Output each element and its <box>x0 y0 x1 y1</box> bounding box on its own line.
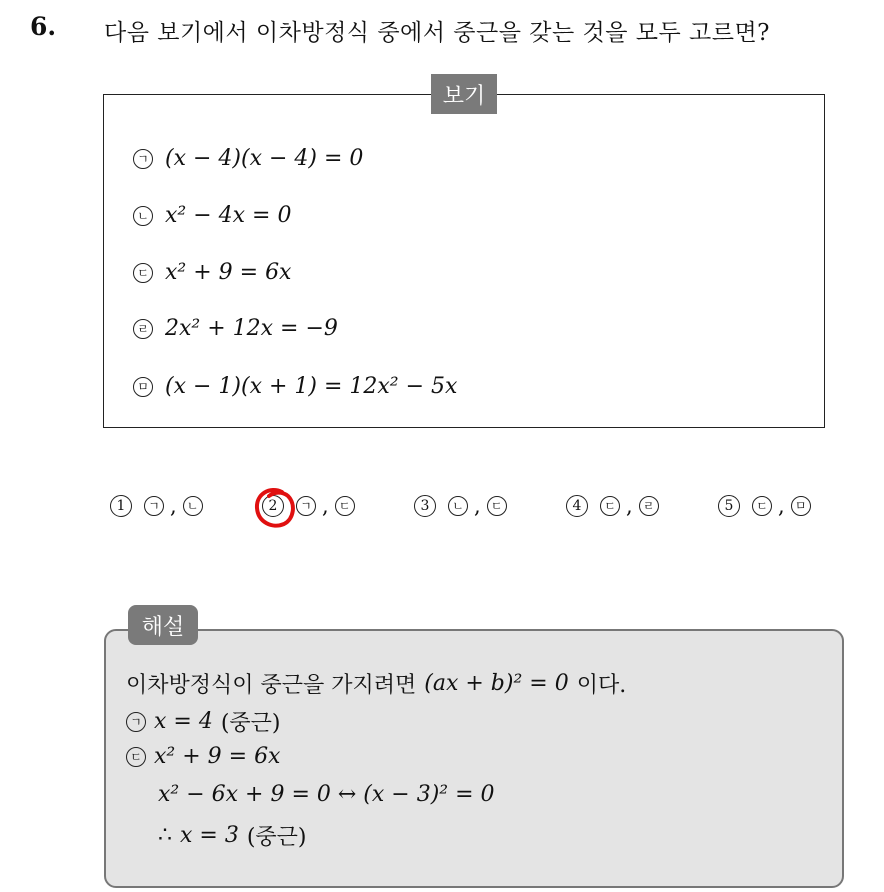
choice-3[interactable]: 3 ㄴ , ㄷ <box>414 494 507 518</box>
explanation-intro-text: 이차방정식이 중근을 가지려면 <box>126 673 417 698</box>
choice-1[interactable]: 1 ㄱ , ㄴ <box>110 494 203 518</box>
bogi-expr-1: (x − 4)(x − 4) = 0 <box>165 146 364 171</box>
choice-5-mark-b: ㅁ <box>791 496 811 516</box>
bogi-item-4 <box>133 316 338 341</box>
choice-1-mark-a: ㄱ <box>144 496 164 516</box>
choice-4-mark-a: ㄷ <box>600 496 620 516</box>
choice-4-mark-b: ㄹ <box>639 496 659 516</box>
explanation-mark-2: ㄷ <box>126 747 146 767</box>
explanation-expr-2: x² + 9 = 6x <box>154 744 281 769</box>
explanation-intro <box>126 668 626 699</box>
explanation-line-4 <box>158 820 307 851</box>
bogi-item-3 <box>133 260 291 285</box>
therefore-symbol: ∴ <box>158 823 172 848</box>
question-text: 다음 보기에서 이차방정식 중에서 중근을 갖는 것을 모두 고르면? <box>104 20 770 46</box>
explanation-note-1: (중근) <box>220 711 281 736</box>
explanation-line-1 <box>126 706 281 737</box>
choice-number-3: 3 <box>414 495 436 517</box>
explanation-line-2 <box>126 744 280 769</box>
choice-5-mark-a: ㄷ <box>752 496 772 516</box>
explanation-expr-4: x = 3 <box>180 823 239 848</box>
bogi-mark-3: ㄷ <box>133 263 153 283</box>
explanation-expr-1: x = 4 <box>154 709 213 734</box>
bogi-item-1 <box>133 146 363 171</box>
explanation-note-4: (중근) <box>246 825 307 850</box>
choice-3-mark-b: ㄷ <box>487 496 507 516</box>
selected-answer-circle-icon <box>252 486 298 532</box>
explanation-intro-expr: (ax + b)² = 0 <box>424 671 569 696</box>
choice-3-mark-a: ㄴ <box>448 496 468 516</box>
choice-2-mark-a: ㄱ <box>296 496 316 516</box>
question-number: 6. <box>30 12 57 41</box>
choice-2-mark-b: ㄷ <box>335 496 355 516</box>
explanation-expr-3: x² − 6x + 9 = 0 ↔ (x − 3)² = 0 <box>158 782 495 807</box>
bogi-item-2 <box>133 203 291 228</box>
bogi-mark-1: ㄱ <box>133 149 153 169</box>
bogi-mark-4: ㄹ <box>133 319 153 339</box>
bogi-expr-4: 2x² + 12x = −9 <box>165 316 338 341</box>
choice-number-1: 1 <box>110 495 132 517</box>
bogi-label: 보기 <box>431 74 497 114</box>
bogi-mark-2: ㄴ <box>133 206 153 226</box>
bogi-expr-3: x² + 9 = 6x <box>165 260 292 285</box>
choice-4[interactable]: 4 ㄷ , ㄹ <box>566 494 659 518</box>
choice-5[interactable]: 5 ㄷ , ㅁ <box>718 494 811 518</box>
bogi-expr-5: (x − 1)(x + 1) = 12x² − 5x <box>165 374 458 399</box>
bogi-mark-5: ㅁ <box>133 377 153 397</box>
explanation-line-3 <box>158 782 495 807</box>
bogi-item-5 <box>133 374 457 399</box>
bogi-expr-2: x² − 4x = 0 <box>165 203 292 228</box>
choice-number-5: 5 <box>718 495 740 517</box>
choice-2[interactable]: 2 ㄱ , ㄷ <box>262 494 355 518</box>
choice-number-2: 2 <box>262 495 284 517</box>
choice-number-4: 4 <box>566 495 588 517</box>
choice-1-mark-b: ㄴ <box>183 496 203 516</box>
explanation-label: 해설 <box>128 605 198 645</box>
explanation-mark-1: ㄱ <box>126 712 146 732</box>
explanation-intro-tail: 이다. <box>576 673 627 698</box>
answer-choices <box>0 494 884 526</box>
